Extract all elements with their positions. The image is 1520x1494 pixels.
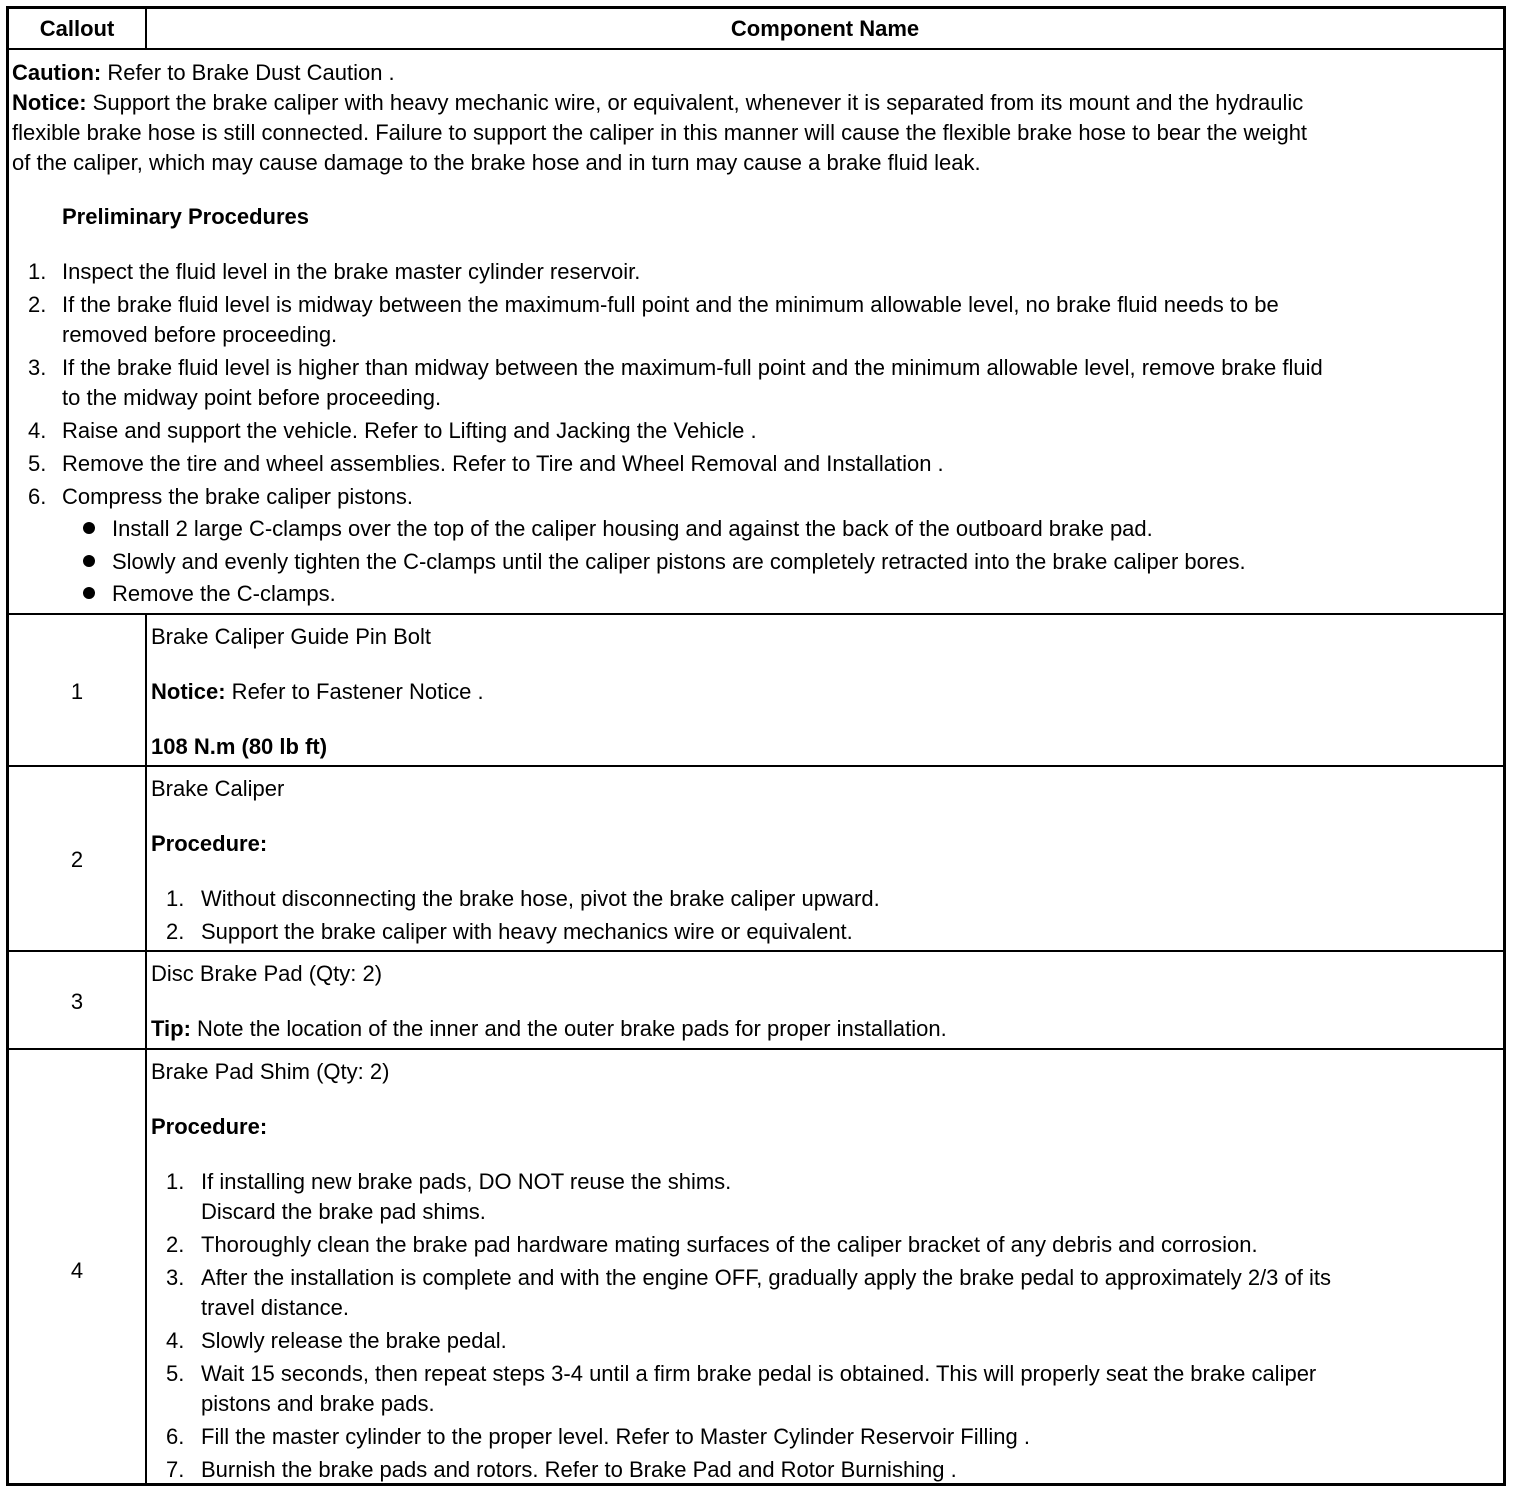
notice-text: Refer to Fastener Notice . xyxy=(225,679,484,704)
intro-divider xyxy=(9,613,1503,615)
procedure-table xyxy=(6,6,1506,1486)
component-name: Brake Pad Shim (Qty: 2) xyxy=(151,1059,390,1084)
bullet-text: Install 2 large C-clamps over the top of the caliper housing and against the back of the outboard brake pad. xyxy=(112,516,1153,541)
step-text: Thoroughly clean the brake pad hardware mating surfaces of the caliper bracket of any debris and corrosion. xyxy=(201,1232,1258,1257)
row-divider-1 xyxy=(9,765,1503,767)
step-number: 4. xyxy=(28,418,47,443)
step-text: If the brake fluid level is midway between the maximum-full point and the minimum allowable level, no brake fluid needs to be xyxy=(62,292,1279,317)
bullet-icon xyxy=(83,522,95,534)
step-number: 1. xyxy=(166,886,185,911)
header-component-name: Component Name xyxy=(730,16,920,41)
step-text-continued: Discard the brake pad shims. xyxy=(201,1199,486,1224)
step-number: 1. xyxy=(166,1169,185,1194)
step-number: 2. xyxy=(166,1232,185,1257)
row-divider-2 xyxy=(9,950,1503,952)
tip-line xyxy=(151,1018,947,1040)
step-number: 7. xyxy=(166,1457,185,1482)
step-number: 2. xyxy=(28,292,47,317)
step-text: Fill the master cylinder to the proper level. Refer to Master Cylinder Reservoir Filling . xyxy=(201,1424,1030,1449)
callout-number: 4 xyxy=(70,1258,84,1283)
step-text: Remove the tire and wheel assemblies. Refer to Tire and Wheel Removal and Installation . xyxy=(62,451,944,476)
torque-spec: 108 N.m (80 lb ft) xyxy=(151,734,328,759)
step-number: 6. xyxy=(28,484,47,509)
rows-column-divider xyxy=(145,613,147,1483)
step-number: 5. xyxy=(166,1361,185,1386)
header-divider xyxy=(9,48,1503,50)
step-text: After the installation is complete and with the engine OFF, gradually apply the brake pedal to approximately 2/3 of its xyxy=(201,1265,1331,1290)
callout-number: 3 xyxy=(70,989,84,1014)
step-text-continued: removed before proceeding. xyxy=(62,322,338,347)
bullet-text: Remove the C-clamps. xyxy=(112,581,336,606)
caution-text: Refer to Brake Dust Caution . xyxy=(101,60,395,85)
header-callout: Callout xyxy=(39,16,115,41)
step-number: 2. xyxy=(166,919,185,944)
step-text: Wait 15 seconds, then repeat steps 3-4 until a firm brake pedal is obtained. This will properly seat the brake caliper xyxy=(201,1361,1317,1386)
bullet-icon xyxy=(83,555,95,567)
step-text: Raise and support the vehicle. Refer to Lifting and Jacking the Vehicle . xyxy=(62,418,757,443)
procedure-label: Procedure: xyxy=(151,831,268,856)
component-name: Disc Brake Pad (Qty: 2) xyxy=(151,961,383,986)
notice-line xyxy=(12,92,1303,114)
step-text: Inspect the fluid level in the brake master cylinder reservoir. xyxy=(62,259,641,284)
step-number: 6. xyxy=(166,1424,185,1449)
step-number: 3. xyxy=(166,1265,185,1290)
caution-line xyxy=(12,62,395,84)
component-name: Brake Caliper xyxy=(151,776,285,801)
caution-label: Caution: xyxy=(12,60,102,85)
step-text: Burnish the brake pads and rotors. Refer to Brake Pad and Rotor Burnishing . xyxy=(201,1457,957,1482)
bullet-text: Slowly and evenly tighten the C-clamps until the caliper pistons are completely retracted into the brake caliper bores. xyxy=(112,549,1246,574)
notice-text-line-2: flexible brake hose is still connected. Failure to support the caliper in this manner will cause the flexible brake hose to bear the weight xyxy=(12,120,1308,145)
callout-number: 1 xyxy=(70,679,84,704)
tip-text: Note the location of the inner and the outer brake pads for proper installation. xyxy=(190,1016,947,1041)
notice-text: Support the brake caliper with heavy mechanic wire, or equivalent, whenever it is separated from its mount and the hydraulic xyxy=(86,90,1304,115)
step-text: Support the brake caliper with heavy mechanics wire or equivalent. xyxy=(201,919,853,944)
step-text: Slowly release the brake pedal. xyxy=(201,1328,507,1353)
step-text: If the brake fluid level is higher than midway between the maximum-full point and the minimum allowable level, remove brake fluid xyxy=(62,355,1323,380)
step-number: 1. xyxy=(28,259,47,284)
step-text-continued: travel distance. xyxy=(201,1295,349,1320)
callout-number: 2 xyxy=(70,847,84,872)
preliminary-procedures-heading: Preliminary Procedures xyxy=(62,204,310,229)
step-number: 3. xyxy=(28,355,47,380)
notice-text-line-3: of the caliper, which may cause damage to the brake hose and in turn may cause a brake fluid leak. xyxy=(12,150,981,175)
row-notice-line xyxy=(151,681,484,703)
step-text: Without disconnecting the brake hose, pivot the brake caliper upward. xyxy=(201,886,880,911)
component-name: Brake Caliper Guide Pin Bolt xyxy=(151,624,432,649)
notice-label: Notice: xyxy=(12,90,87,115)
notice-label: Notice: xyxy=(151,679,226,704)
step-text: Compress the brake caliper pistons. xyxy=(62,484,413,509)
step-number: 4. xyxy=(166,1328,185,1353)
step-text: If installing new brake pads, DO NOT reuse the shims. xyxy=(201,1169,732,1194)
step-text-continued: pistons and brake pads. xyxy=(201,1391,435,1416)
step-text-continued: to the midway point before proceeding. xyxy=(62,385,442,410)
step-number: 5. xyxy=(28,451,47,476)
bullet-icon xyxy=(83,587,95,599)
tip-label: Tip: xyxy=(151,1016,191,1041)
procedure-label: Procedure: xyxy=(151,1114,268,1139)
row-divider-3 xyxy=(9,1048,1503,1050)
